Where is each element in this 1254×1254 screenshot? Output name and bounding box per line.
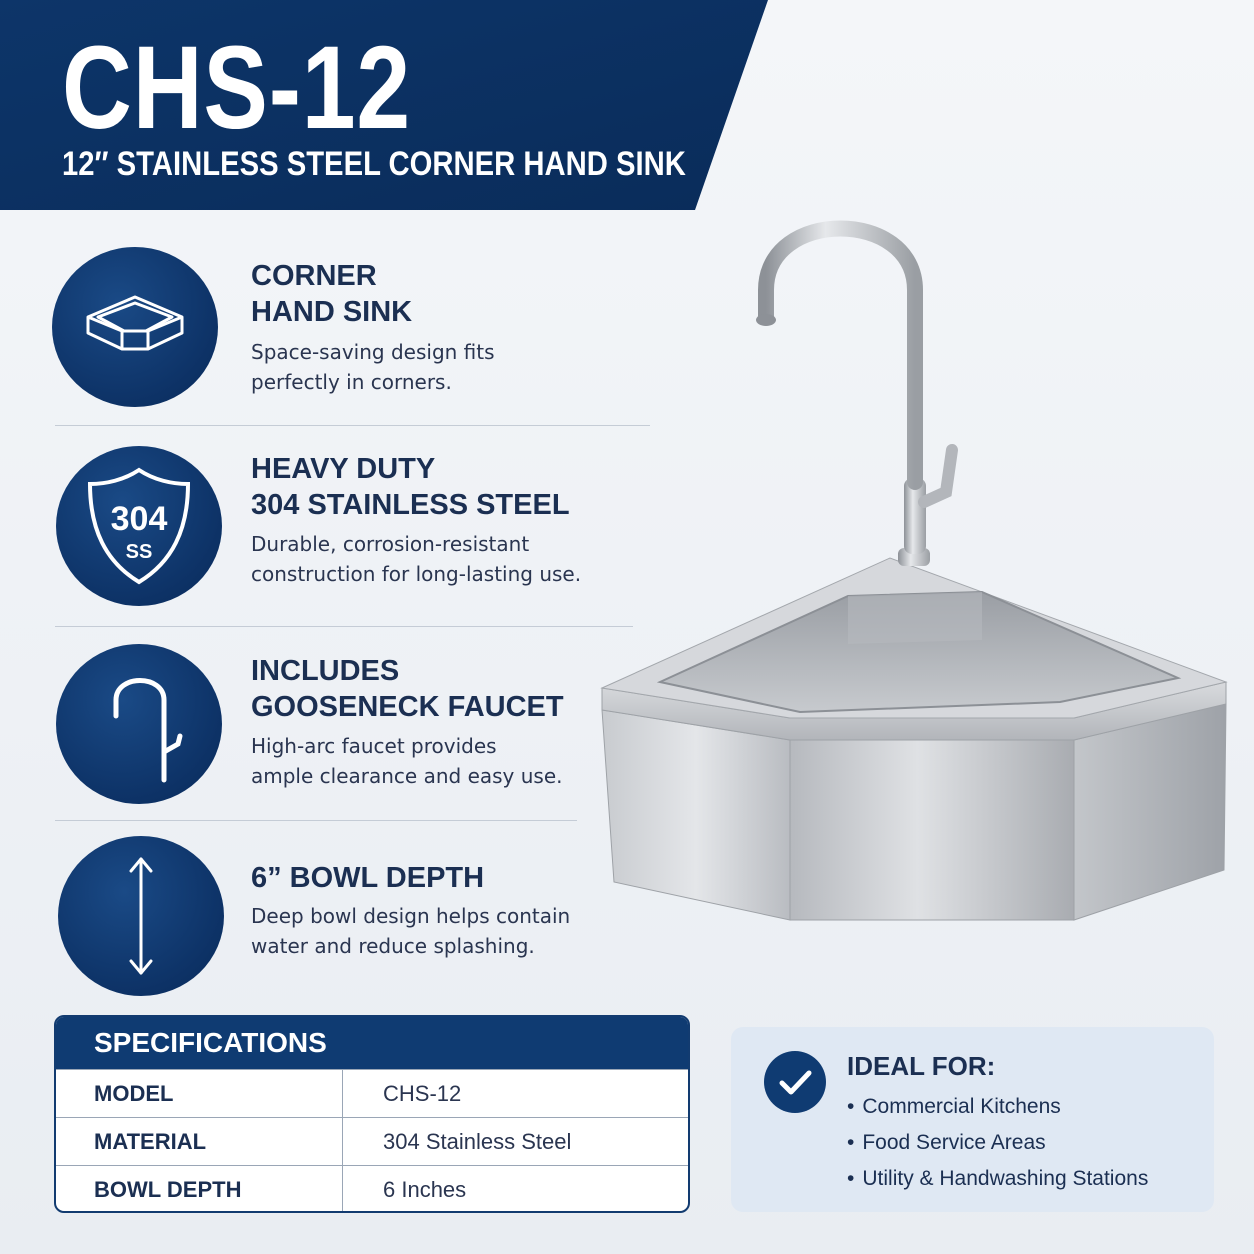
spec-value: 6 Inches: [383, 1177, 467, 1202]
badge-ss-text: SS: [125, 541, 153, 563]
model-title: CHS-12: [62, 22, 412, 154]
divider: [55, 820, 577, 821]
feature-title: GOOSENECK FAUCET: [251, 691, 564, 723]
list-item: • Utility & Handwashing Stations: [847, 1161, 1148, 1197]
divider: [55, 626, 633, 627]
table-row: [56, 1117, 688, 1165]
corner-sink-illustration: [590, 220, 1250, 940]
checkmark-icon: [764, 1051, 826, 1113]
ideal-for-title: IDEAL FOR:: [847, 1051, 996, 1081]
header-banner: [0, 0, 780, 210]
column-divider: [342, 1069, 343, 1211]
feature-title: 6” BOWL DEPTH: [251, 862, 485, 894]
divider: [55, 425, 650, 426]
feature-description: ample clearance and easy use.: [251, 764, 563, 788]
feature-description: perfectly in corners.: [251, 370, 452, 394]
table-row: [56, 1069, 688, 1117]
shield-304-icon: [56, 446, 222, 606]
ideal-for-panel: [731, 1027, 1214, 1212]
feature-title: CORNER: [251, 260, 377, 292]
spec-value: 304 Stainless Steel: [383, 1129, 572, 1154]
spec-label: BOWL DEPTH: [94, 1177, 242, 1202]
list-item: • Food Service Areas: [847, 1125, 1148, 1161]
spec-value: CHS-12: [383, 1081, 462, 1106]
feature-description: Space-saving design fits: [251, 340, 495, 364]
feature-title: INCLUDES: [251, 655, 400, 687]
feature-description: water and reduce splashing.: [251, 934, 535, 958]
feature-title: HAND SINK: [251, 296, 413, 328]
product-image: [590, 220, 1250, 940]
feature-title: HEAVY DUTY: [251, 453, 436, 485]
specifications-table: [54, 1015, 690, 1213]
product-subtitle: 12″ STAINLESS STEEL CORNER HAND SINK: [62, 145, 686, 183]
badge-304-text: 304: [110, 500, 168, 538]
vertical-arrow-icon: [58, 836, 224, 996]
feature-description: Deep bowl design helps contain: [251, 904, 571, 928]
feature-description: Durable, corrosion-resistant: [251, 532, 530, 556]
feature-description: construction for long-lasting use.: [251, 562, 582, 586]
feature-title: 304 STAINLESS STEEL: [251, 489, 570, 521]
list-item: • Commercial Kitchens: [847, 1089, 1148, 1125]
feature-description: High-arc faucet provides: [251, 734, 497, 758]
spec-label: MATERIAL: [94, 1129, 207, 1154]
table-row: [56, 1165, 688, 1213]
corner-sink-icon: [52, 247, 218, 407]
gooseneck-faucet-icon: [56, 644, 222, 804]
spec-label: MODEL: [94, 1081, 174, 1106]
specifications-heading: SPECIFICATIONS: [56, 1017, 688, 1069]
ideal-for-list: [847, 1089, 1148, 1197]
